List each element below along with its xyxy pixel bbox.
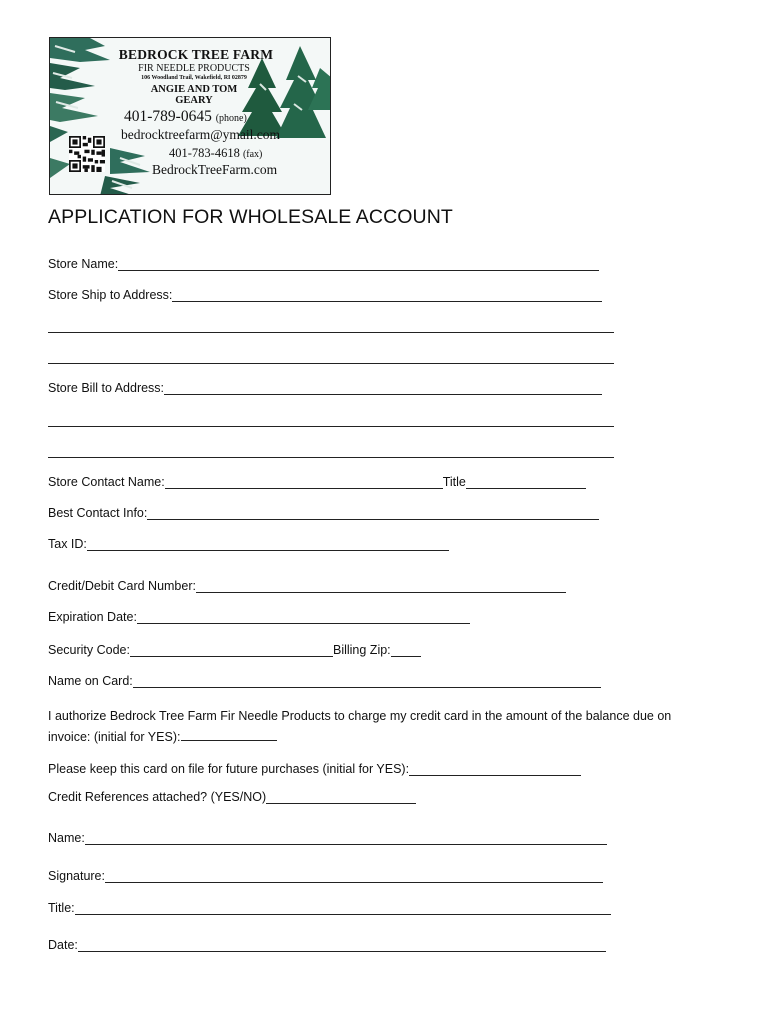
name-field[interactable] bbox=[48, 827, 607, 847]
bill-address-line-3[interactable] bbox=[48, 457, 614, 458]
bill-address-label: Store Bill to Address: bbox=[48, 381, 165, 395]
store-name-line[interactable] bbox=[118, 270, 599, 271]
contact-title-line[interactable] bbox=[466, 488, 586, 489]
farm-address: 106 Woodland Trail, Wakefield, RI 02879 bbox=[141, 75, 247, 81]
signature-line[interactable] bbox=[105, 882, 603, 883]
tax-id-line[interactable] bbox=[87, 550, 449, 551]
date-line[interactable] bbox=[78, 951, 606, 952]
keep-on-file-field[interactable] bbox=[48, 758, 581, 778]
contact-name-line[interactable] bbox=[165, 488, 443, 489]
fax-note: (fax) bbox=[242, 149, 263, 160]
contact-title-label: Title bbox=[442, 475, 466, 489]
expiration-field[interactable] bbox=[48, 606, 470, 626]
phone-value: 401-789-0645 bbox=[124, 108, 212, 125]
card-number-line[interactable] bbox=[196, 592, 566, 593]
keep-on-file-line[interactable] bbox=[409, 775, 581, 776]
credit-refs-label: Credit References attached? (YES/NO) bbox=[48, 790, 267, 804]
email-address: bedrocktreefarm@ymail.com bbox=[121, 127, 280, 142]
store-name-label: Store Name: bbox=[48, 257, 119, 271]
billing-zip-label: Billing Zip: bbox=[332, 643, 391, 657]
authorize-initial-line[interactable] bbox=[181, 739, 277, 741]
phone-note: (phone) bbox=[215, 113, 247, 124]
bill-address-line[interactable] bbox=[164, 394, 602, 395]
best-contact-line[interactable] bbox=[147, 519, 599, 520]
contact-name-field[interactable] bbox=[48, 471, 586, 491]
authorize-statement[interactable] bbox=[48, 706, 688, 748]
name-label: Name: bbox=[48, 831, 85, 845]
form-title: APPLICATION FOR WHOLESALE ACCOUNT bbox=[48, 206, 453, 228]
phone-number bbox=[124, 108, 247, 126]
ship-address-field[interactable] bbox=[48, 284, 602, 304]
best-contact-label: Best Contact Info: bbox=[48, 506, 148, 520]
name-on-card-label: Name on Card: bbox=[48, 674, 133, 688]
fax-number bbox=[169, 146, 262, 161]
signature-field[interactable] bbox=[48, 865, 603, 885]
bill-address-field[interactable] bbox=[48, 377, 602, 397]
name-on-card-line[interactable] bbox=[133, 687, 601, 688]
card-number-label: Credit/Debit Card Number: bbox=[48, 579, 196, 593]
store-name-field[interactable] bbox=[48, 253, 599, 273]
date-label: Date: bbox=[48, 938, 78, 952]
owner-surname: GEARY bbox=[175, 95, 213, 106]
tax-id-label: Tax ID: bbox=[48, 537, 87, 551]
card-number-field[interactable] bbox=[48, 575, 566, 595]
security-code-label: Security Code: bbox=[48, 643, 130, 657]
date-field[interactable] bbox=[48, 934, 606, 954]
tax-id-field[interactable] bbox=[48, 533, 449, 553]
billing-zip-line[interactable] bbox=[391, 656, 421, 657]
ship-address-line-3[interactable] bbox=[48, 363, 614, 364]
fax-value: 401-783-4618 bbox=[169, 146, 240, 160]
best-contact-field[interactable] bbox=[48, 502, 599, 522]
security-code-field[interactable] bbox=[48, 639, 421, 659]
security-code-line[interactable] bbox=[130, 656, 333, 657]
farm-name: BEDROCK TREE FARM bbox=[118, 47, 274, 62]
keep-on-file-label: Please keep this card on file for future purchases (initial for YES): bbox=[48, 762, 410, 776]
ship-address-line[interactable] bbox=[172, 301, 602, 302]
name-line[interactable] bbox=[85, 844, 607, 845]
name-on-card-field[interactable] bbox=[48, 670, 601, 690]
credit-refs-line[interactable] bbox=[266, 803, 416, 804]
signature-title-line[interactable] bbox=[75, 914, 611, 915]
ship-address-label: Store Ship to Address: bbox=[48, 288, 173, 302]
signature-label: Signature: bbox=[48, 869, 105, 883]
authorize-text: I authorize Bedrock Tree Farm Fir Needle Products to charge my credit card in the amount of the balance due on invoice: (initial for YES): bbox=[48, 709, 672, 744]
website: BedrockTreeFarm.com bbox=[152, 162, 278, 177]
business-card bbox=[49, 37, 331, 195]
qr-code-icon bbox=[69, 136, 105, 172]
farm-products: FIR NEEDLE PRODUCTS bbox=[138, 63, 250, 74]
ship-address-line-2[interactable] bbox=[48, 332, 614, 333]
expiration-line[interactable] bbox=[137, 623, 470, 624]
owner-names: ANGIE AND TOM bbox=[150, 84, 238, 95]
bill-address-line-2[interactable] bbox=[48, 426, 614, 427]
credit-refs-field[interactable] bbox=[48, 786, 416, 806]
contact-name-label: Store Contact Name: bbox=[48, 475, 165, 489]
expiration-label: Expiration Date: bbox=[48, 610, 137, 624]
signature-title-label: Title: bbox=[48, 901, 75, 915]
signature-title-field[interactable] bbox=[48, 897, 611, 917]
